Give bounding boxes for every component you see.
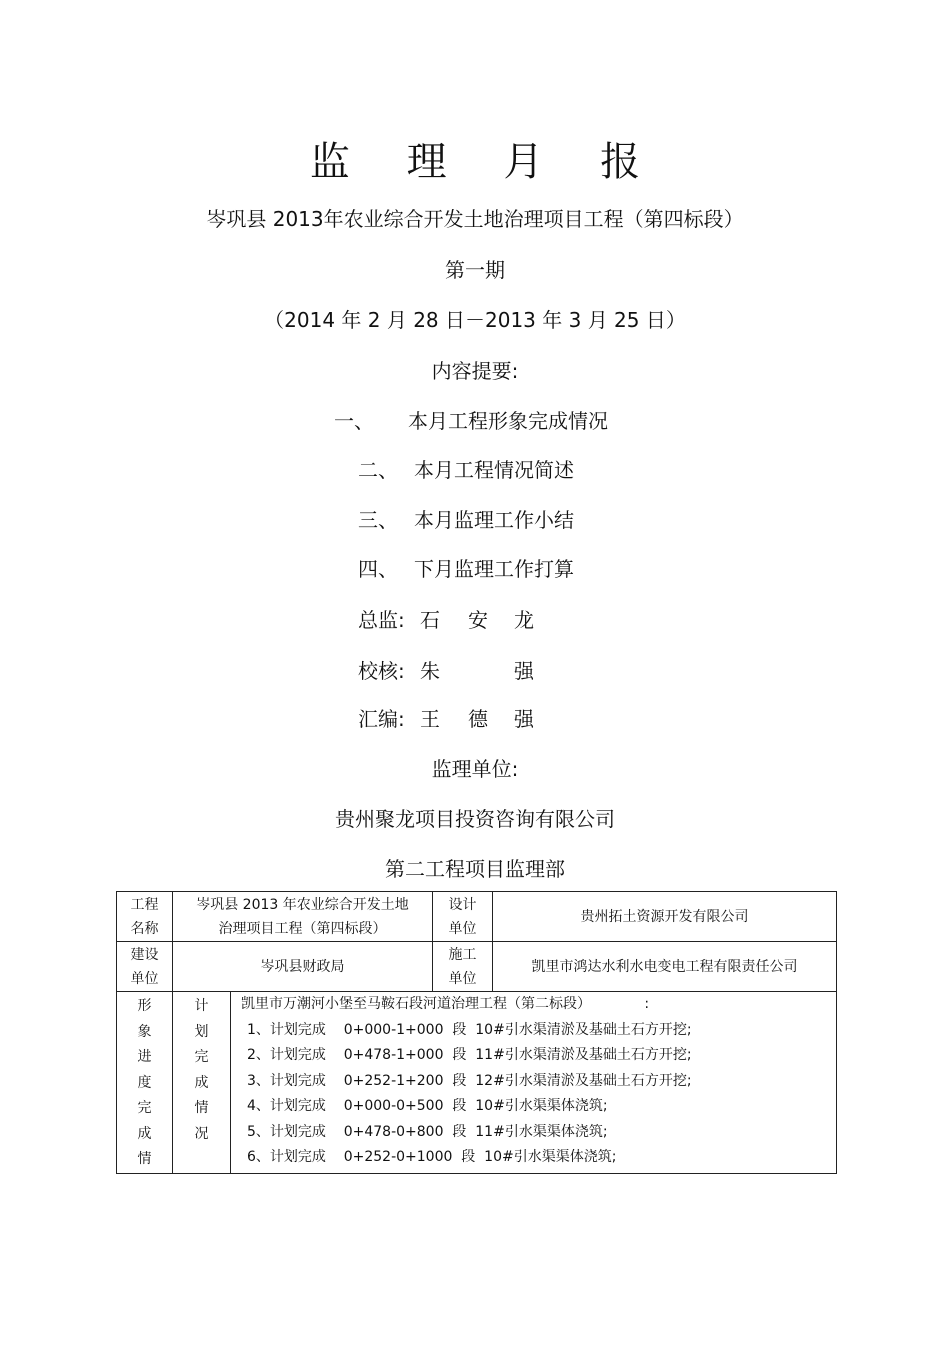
contents-item-number: 二、 (358, 458, 398, 482)
plan-item: 4、计划完成 0+000-0+500 段 10#引水渠渠体浇筑; (247, 1098, 608, 1114)
constructor-label: 施工 单位 (433, 942, 493, 992)
design-unit-label: 设计 单位 (433, 892, 493, 942)
contents-item-number: 一、 (334, 409, 374, 433)
contents-item (334, 405, 608, 434)
plan-item: 5、计划完成 0+478-0+800 段 11#引水渠渠体浇筑; (247, 1123, 608, 1140)
design-unit-value: 贵州拓土资源开发有限公司 (493, 892, 837, 942)
signature-name-char: 王 (420, 707, 440, 731)
plan-item: 2、计划完成 0+478-1+000 段 11#引水渠清淤及基础土石方开挖; (247, 1047, 692, 1063)
contents-item-text: 下月监理工作打算 (414, 557, 574, 581)
contents-item-text: 本月工程情况简述 (414, 458, 574, 482)
supervision-unit-label: 监理单位: (431, 757, 519, 781)
report-title (0, 130, 950, 187)
progress-label: 形 象 进 度 完 成 情 (117, 992, 173, 1174)
signature-name-char: 强 (514, 707, 534, 731)
builder-value: 岑巩县财政局 (173, 942, 433, 992)
contents-item (358, 553, 574, 582)
plan-label: 计 划 完 成 情 况 (173, 992, 231, 1174)
plan-content (231, 992, 837, 1174)
table-row (117, 892, 837, 942)
project-name-value: 岑巩县 2013 年农业综合开发土地 治理项目工程（第四标段） (173, 892, 433, 942)
signature-name-char: 朱 (420, 659, 440, 683)
company-name: 贵州聚龙项目投资咨询有限公司 (335, 807, 615, 831)
project-name-label: 工程 名称 (117, 892, 173, 942)
title-char: 监 (309, 139, 350, 185)
title-char: 理 (406, 139, 447, 185)
contents-item-number: 四、 (358, 557, 398, 581)
signature-label: 总监: (358, 608, 405, 632)
plan-item: 3、计划完成 0+252-1+200 段 12#引水渠清淤及基础土石方开挖; (247, 1072, 692, 1089)
plan-heading: 凯里市万潮河小堡至马鞍石段河道治理工程（第二标段） : (241, 996, 650, 1012)
table-row (117, 942, 837, 992)
contents-item (358, 454, 574, 483)
title-char: 月 (503, 139, 544, 185)
signature-compiler (358, 703, 558, 729)
signature-label: 校核: (358, 659, 405, 683)
contents-item-number: 三、 (358, 508, 398, 532)
signature-name-char: 石 (420, 608, 440, 632)
signature-name-char: 安 (468, 608, 488, 632)
signature-name-char: 德 (468, 707, 488, 731)
constructor-value: 凯里市鸿达水利水电变电工程有限责任公司 (493, 942, 837, 992)
project-line: 岑巩县 2013年农业综合开发土地治理项目工程（第四标段） (206, 207, 744, 231)
signature-name-char: 强 (514, 659, 534, 683)
builder-label: 建设 单位 (117, 942, 173, 992)
contents-item (358, 504, 574, 533)
signature-checker (358, 655, 558, 681)
contents-heading: 内容提要: (431, 359, 519, 383)
department-name: 第二工程项目监理部 (385, 857, 565, 881)
table-row (117, 992, 837, 1174)
contents-item-text: 本月工程形象完成情况 (408, 409, 608, 433)
plan-item: 1、计划完成 0+000-1+000 段 10#引水渠清淤及基础土石方开挖; (247, 1021, 692, 1038)
plan-item: 6、计划完成 0+252-0+1000 段 10#引水渠渠体浇筑; (247, 1149, 617, 1165)
signature-label: 汇编: (358, 707, 405, 731)
signature-chief (358, 604, 558, 630)
signature-name-char: 龙 (514, 608, 534, 632)
issue-number: 第一期 (445, 258, 505, 282)
report-period: （2014 年 2 月 28 日－2013 年 3 月 25 日） (264, 308, 686, 332)
project-info-table (116, 891, 837, 1174)
title-char: 报 (600, 139, 641, 185)
contents-item-text: 本月监理工作小结 (414, 508, 574, 532)
